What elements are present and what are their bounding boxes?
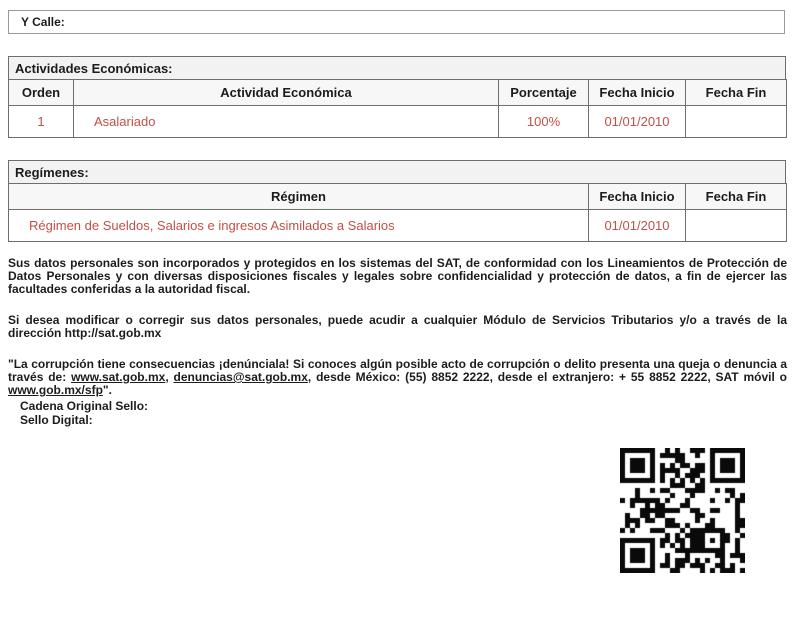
sello-digital-label: Sello Digital: <box>20 413 93 427</box>
corruption-text-sep1: , <box>165 370 174 384</box>
regimenes-header-row <box>9 184 787 210</box>
corruption-text-part3: ". <box>102 383 112 397</box>
col-header-regimen-fecha-inicio: Fecha Inicio <box>589 184 686 210</box>
cell-regimen-fecha-inicio: 01/01/2010 <box>589 210 686 242</box>
sello-block <box>20 399 148 427</box>
qr-code <box>620 448 745 573</box>
cell-porcentaje: 100% <box>499 106 589 138</box>
cell-regimen: Régimen de Sueldos, Salarios e ingresos Asimilados a Salarios <box>9 210 589 242</box>
cell-actividad: Asalariado <box>74 106 499 138</box>
actividades-table-row <box>9 106 787 138</box>
actividades-section-title: Actividades Económicas: <box>8 56 786 80</box>
denuncias-email-link[interactable]: denuncias@sat.gob.mx <box>173 370 308 384</box>
sat-gob-mx-link[interactable]: www.sat.gob.mx <box>71 370 166 384</box>
col-header-actividad-economica: Actividad Económica <box>74 80 499 106</box>
col-header-regimen-fecha-fin: Fecha Fin <box>686 184 787 210</box>
regimenes-table-row <box>9 210 787 242</box>
col-header-fecha-fin: Fecha Fin <box>686 80 787 106</box>
y-calle-field <box>8 10 785 34</box>
modify-data-paragraph: Si desea modificar o corregir sus datos personales, puede acudir a cualquier Módulo de Servicios Tributarios y/o a través de la dirección http://sat.gob.mx <box>8 313 787 340</box>
col-header-porcentaje: Porcentaje <box>499 80 589 106</box>
actividades-header-row <box>9 80 787 106</box>
cell-orden: 1 <box>9 106 74 138</box>
corruption-text-part1: "La corrupción tiene consecuencias ¡denúnciala! Si conoces algún posible acto de corrupción o delito presenta una queja o denuncia a través de: <box>8 357 787 384</box>
cell-fecha-fin <box>686 106 787 138</box>
cell-regimen-fecha-fin <box>686 210 787 242</box>
regimenes-table <box>8 183 787 242</box>
section-actividades-economicas <box>8 56 786 138</box>
col-header-regimen: Régimen <box>9 184 589 210</box>
actividades-table <box>8 79 787 138</box>
privacy-paragraph: Sus datos personales son incorporados y protegidos en los sistemas del SAT, de conformidad con los Lineamientos de Protección de Datos Personales y con diversas disposiciones fiscales y legales sobre confidencialidad y protección de datos, a fin de ejercer las facultades conferidas a la autoridad fiscal. <box>8 256 787 296</box>
section-regimenes <box>8 160 786 242</box>
col-header-fecha-inicio: Fecha Inicio <box>589 80 686 106</box>
cell-fecha-inicio: 01/01/2010 <box>589 106 686 138</box>
corruption-text-part2: , desde México: (55) 8852 2222, desde el extranjero: + 55 8852 2222, SAT móvil o <box>307 370 787 384</box>
y-calle-label: Y Calle: <box>21 15 65 29</box>
gob-mx-sfp-link[interactable]: www.gob.mx/sfp <box>8 383 103 397</box>
regimenes-section-title: Regímenes: <box>8 160 786 184</box>
cadena-original-sello-label: Cadena Original Sello: <box>20 399 149 413</box>
col-header-orden: Orden <box>9 80 74 106</box>
corruption-paragraph <box>8 358 787 397</box>
legal-text-block <box>8 257 787 415</box>
